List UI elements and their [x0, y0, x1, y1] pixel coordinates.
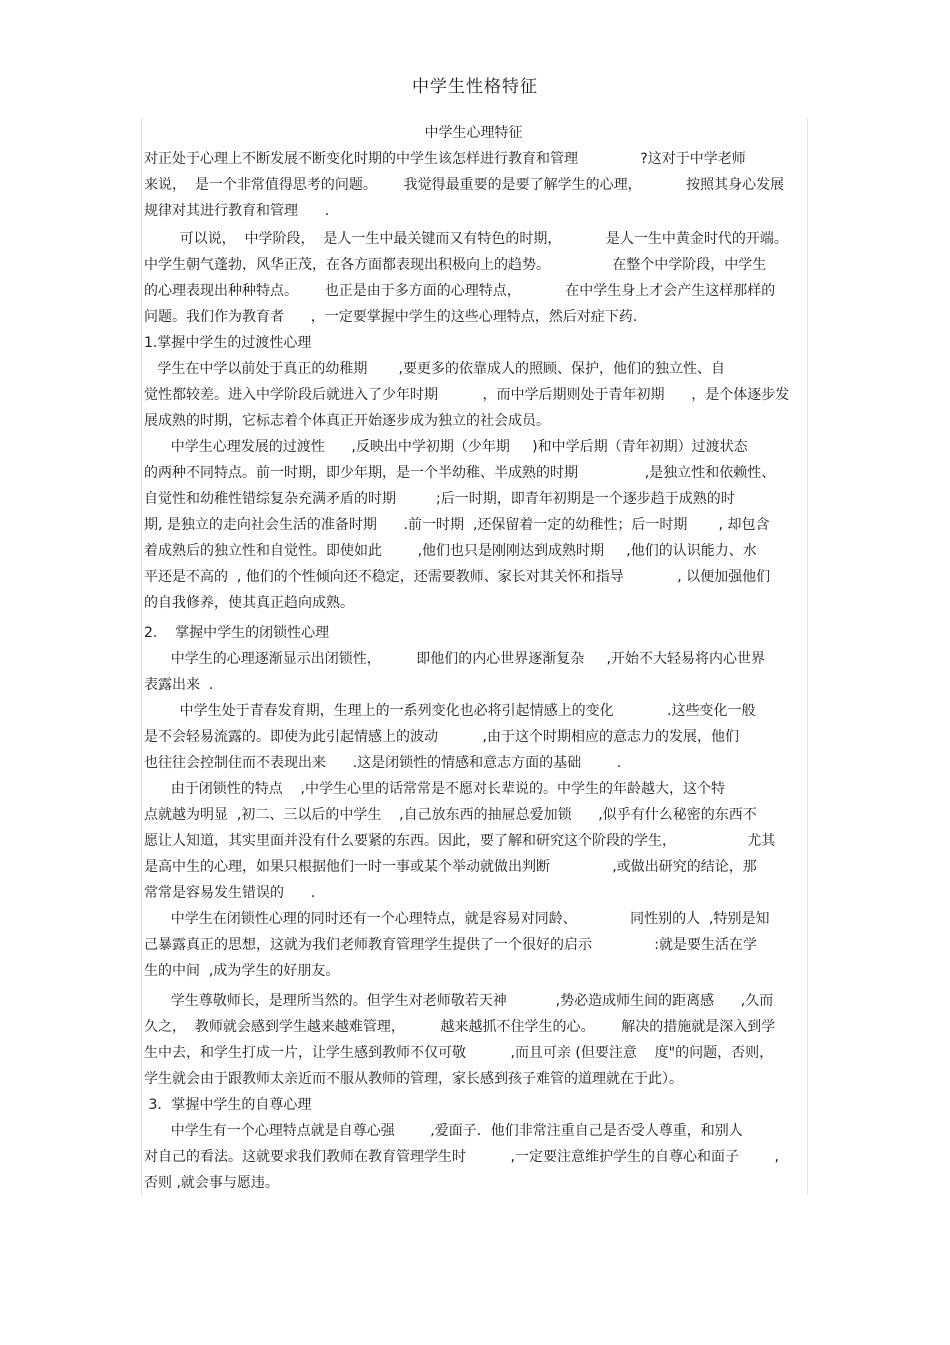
text-line: 也往往会控制住而不表现出来 .这是闭锁性的情感和意志方面的基础 .: [144, 755, 622, 771]
text-line: 学生尊敬师长，是理所当然的。但学生对老师敬若天神 ,势必造成师生间的距离感 ,久而: [144, 993, 774, 1009]
text-line: 学生在中学以前处于真正的幼稚期 ,要更多的依靠成人的照顾、保护，他们的独立性、自: [144, 361, 725, 377]
text-line: 久之， 教师就会感到学生越来越难管理， 越来越抓不住学生的心。 解决的措施就是深入到学: [144, 1019, 776, 1035]
text-line: 期, 是独立的走向社会生活的准备时期 .前一时期 ,还保留着一定的幼稚性；后一时期 , 却包含: [144, 517, 770, 533]
text-line: 平还是不高的 , 他们的个性倾向还不稳定，还需要教师、家长对其关怀和指导 , 以便加强他们: [144, 569, 771, 585]
text-line: 中学生处于青春发育期，生理上的一系列变化也必将引起情感上的变化 .这些变化一般: [144, 703, 756, 719]
text-line: 的心理表现出种种特点。 也正是由于多方面的心理特点， 在中学生身上才会产生这样那样的: [144, 283, 776, 299]
text-line: 点就越为明显 ,初二、三以后的中学生 ,自己放东西的抽屉总爱加锁 ,似乎有什么秘密的东西不: [144, 807, 757, 823]
text-line: 3．掌握中学生的自尊心理: [144, 1097, 312, 1113]
text-line: 对正处于心理上不断发展不断变化时期的中学生该怎样进行教育和管理 ?这对于中学老师: [144, 151, 746, 167]
text-line: 表露出来 .: [144, 677, 214, 693]
text-line: 对自己的看法。这就要求我们教师在教育管理学生时 ,一定要注意维护学生的自尊心和面子 ,: [144, 1149, 780, 1165]
text-line: 生中去，和学生打成一片，让学生感到教师不仅可敬 ,而且可亲 (但要注意 度"的问题，否则，: [144, 1045, 774, 1061]
text-line: 来说， 是一个非常值得思考的问题。 我觉得最重要的是要了解学生的心理， 按照其身心发展: [144, 177, 785, 193]
text-line: 常常是容易发生错误的 .: [144, 885, 316, 901]
text-line: 着成熟后的独立性和自觉性。即使如此 ,他们也只是刚刚达到成熟时期 ,他们的认识能力、水: [144, 543, 757, 559]
text-line: 中学生有一个心理特点就是自尊心强 ,爱面子．他们非常注重自己是否受人尊重，和别人: [144, 1123, 743, 1139]
section-title: 中学生心理特征: [424, 125, 523, 141]
body-text: [144, 0, 806, 1345]
text-line: 由于闭锁性的特点 ,中学生心里的话常常是不愿对长辈说的。中学生的年龄越大，这个特: [144, 781, 725, 797]
text-line: 否则 ,就会事与愿违。: [144, 1175, 279, 1191]
text-line: 己暴露真正的思想，这就为我们老师教育管理学生提供了一个很好的启示 :就是要生活在学: [144, 937, 758, 953]
document-title: 中学生性格特征: [412, 77, 538, 97]
text-line: 问题。我们作为教育者 ，一定要掌握中学生的这些心理特点，然后对症下药.: [144, 309, 638, 325]
text-line: 学生就会由于跟教师太亲近而不服从教师的管理，家长感到孩子难管的道理就在于此）。: [144, 1071, 683, 1087]
text-line: 是不会轻易流露的。即使为此引起情感上的波动 ,由于这个时期相应的意志力的发展，他们: [144, 729, 739, 745]
text-line: 愿让人知道，其实里面并没有什么要紧的东西。因此，要了解和研究这个阶段的学生， 尤其: [144, 833, 776, 849]
text-line: 展成熟的时期，它标志着个体真正开始逐步成为独立的社会成员。: [144, 413, 550, 429]
text-line: 可以说， 中学阶段， 是人一生中最关键而又有特色的时期， 是人一生中黄金时代的开端。: [144, 231, 788, 247]
text-line: 生的中间 ,成为学生的好朋友。: [144, 963, 340, 979]
text-line: 的自我修养，使其真正趋向成熟。: [144, 595, 354, 611]
text-line: 自觉性和幼稚性错综复杂充满矛盾的时期 ;后一时期，即青年初期是一个逐步趋于成熟的时: [144, 491, 735, 507]
text-line: 觉性都较差。进入中学阶段后就进入了少年时期 ，而中学后期则处于青年初期 ，是个体逐步发: [144, 387, 790, 403]
text-line: 中学生在闭锁性心理的同时还有一个心理特点，就是容易对同龄、 同性别的人 ,特别是知: [144, 911, 770, 927]
text-line: 规律对其进行教育和管理 .: [144, 203, 330, 219]
text-line: 中学生的心理逐渐显示出闭锁性， 即他们的内心世界逐渐复杂 ,开始不大轻易将内心世界: [144, 651, 766, 667]
text-line: 1.掌握中学生的过渡性心理: [144, 335, 312, 351]
text-line: 中学生朝气蓬勃，风华正茂，在各方面都表现出积极向上的趋势。 在整个中学阶段，中学生: [144, 257, 767, 273]
text-line: 中学生心理发展的过渡性 ,反映出中学初期（少年期 )和中学后期（青年初期）过渡状态: [144, 439, 748, 455]
text-line: 是高中生的心理，如果只根据他们一时一事或某个举动就做出判断 ,或做出研究的结论，那: [144, 859, 757, 875]
text-line: 2. 掌握中学生的闭锁性心理: [144, 625, 330, 641]
text-line: 的两种不同特点。前一时期，即少年期，是一个半幼稚、半成熟的时期 ,是独立性和依赖性、: [144, 465, 776, 481]
